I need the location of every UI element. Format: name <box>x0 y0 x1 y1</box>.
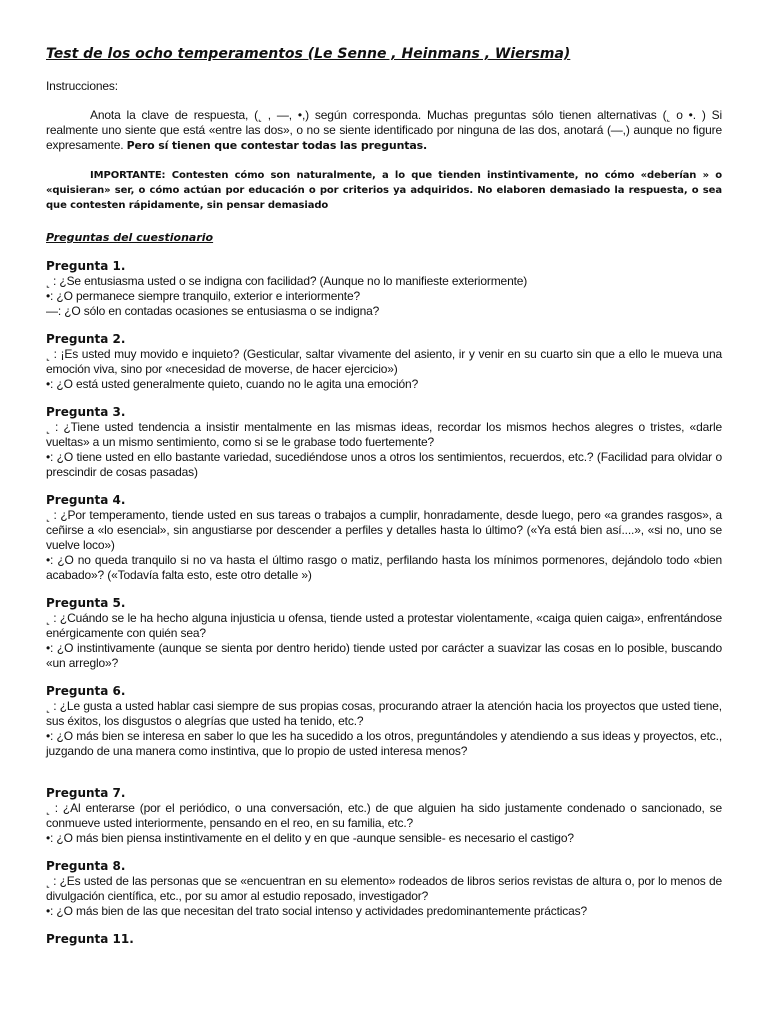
question-block <box>46 684 722 759</box>
question-option: •: ¿O no queda tranquilo si no va hasta el último rasgo o matiz, perfilando hasta los mínimos pormenores, dejándolo todo «bien acabado»? («Todavía falta esto, este otro detalle ») <box>46 553 722 582</box>
question-block <box>46 405 722 480</box>
question-option: •: ¿O más bien de las que necesitan del trato social intenso y actividades predominantemente prácticas? <box>46 904 588 918</box>
question-option: •: ¿O instintivamente (aunque se sienta por dentro herido) tiende usted por carácter a suavizar las cosas en lo posible, buscando «un arreglo»? <box>46 641 722 670</box>
instructions-text <box>46 108 722 153</box>
question-block <box>46 596 722 671</box>
question-option: ˻ : ¿Al enterarse (por el periódico, o una conversación, etc.) de que alguien ha sido justamente condenado o sancionado, se conmueve usted interiormente, pensando en el reo, en su familia, etc.? <box>46 801 722 830</box>
question-title: Pregunta 1. <box>46 259 126 273</box>
question-option: ˻ : ¿Por temperamento, tiende usted en sus tareas o trabajos a cumplir, honradamente, desde luego, pero «a grandes rasgos», a ceñirse a «lo esencial», sin angustiarse por descender a perfiles y detalles hasta lo último? («Ya está bien así....», «si no, uno se vuelve loco») <box>46 508 722 552</box>
questions-list <box>46 259 722 947</box>
instructions-text-b: Pero sí tienen que contestar todas las preguntas. <box>126 139 428 152</box>
question-block <box>46 493 722 583</box>
question-option: ˻ : ¿Es usted de las personas que se «encuentran en su elemento» rodeados de libros serios revistas de altura o, por lo menos de divulgación científica, etc., por su amor al estudio reposado, investigador? <box>46 874 722 903</box>
spacer <box>46 772 722 786</box>
question-block <box>46 259 722 319</box>
question-title: Pregunta 3. <box>46 405 126 419</box>
question-option: •: ¿O más bien piensa instintivamente en el delito y en que -aunque sensible- es necesario el castigo? <box>46 831 574 845</box>
page-title: Test de los ocho temperamentos (Le Senne , Heinmans , Wiersma) <box>46 46 571 62</box>
question-block <box>46 932 722 947</box>
instructions-text-a: Anota la clave de respuesta, (˻ , —, •,) según corresponda. Muchas preguntas sólo tienen alternativas (˻ o •. ) Si realmente uno siente que está «entre las dos», o no se siente identificado por ninguna de las dos, anotará (—,) aunque no figure expresamente. <box>46 108 722 152</box>
question-option: •: ¿O está usted generalmente quieto, cuando no le agita una emoción? <box>46 377 419 391</box>
question-title: Pregunta 11. <box>46 932 134 946</box>
question-title: Pregunta 5. <box>46 596 126 610</box>
question-option: ˻ : ¿Tiene usted tendencia a insistir mentalmente en las mismas ideas, recordar los mismos hechos alegres o tristes, «darle vueltas» a un mismo sentimiento, como si se le grabase todo fuertemente? <box>46 420 722 449</box>
instructions-label: Instrucciones: <box>46 79 118 93</box>
question-block <box>46 332 722 392</box>
question-title: Pregunta 4. <box>46 493 126 507</box>
question-option: ˻ : ¡Es usted muy movido e inquieto? (Gesticular, saltar vivamente del asiento, ir y venir en su cuarto sin que a ello le mueva una emoción viva, sino por «necesidad de moverse, de hacer ejercicio») <box>46 347 722 376</box>
question-option: •: ¿O tiene usted en ello bastante variedad, sucediéndose unos a otros los sentimientos, recuerdos, etc.? (Facilidad para olvidar o prescindir de cosas pasadas) <box>46 450 722 479</box>
question-title: Pregunta 2. <box>46 332 126 346</box>
question-title: Pregunta 6. <box>46 684 126 698</box>
question-option: —: ¿O sólo en contadas ocasiones se entusiasma o se indigna? <box>46 304 380 318</box>
question-option: ˻ : ¿Le gusta a usted hablar casi siempre de sus propias cosas, procurando atraer la atención hacia los proyectos que usted tiene, sus éxitos, los disgustos o alegrías que usted ha tenido, etc.? <box>46 699 722 728</box>
question-option: ˻ : ¿Cuándo se le ha hecho alguna injusticia u ofensa, tiende usted a protestar violentamente, «caiga quien caiga», enfrentándose enérgicamente con quién sea? <box>46 611 722 640</box>
question-block <box>46 859 722 919</box>
question-option: •: ¿O más bien se interesa en saber lo que les ha sucedido a los otros, preguntándoles y atendiendo a sus ideas y proyectos, etc., juzgando de una manera como instintiva, que lo propio de usted interesa menos? <box>46 729 722 758</box>
question-title: Pregunta 7. <box>46 786 126 800</box>
question-block <box>46 786 722 846</box>
question-title: Pregunta 8. <box>46 859 126 873</box>
section-title: Preguntas del cuestionario <box>46 231 214 244</box>
question-option: ˻ : ¿Se entusiasma usted o se indigna con facilidad? (Aunque no lo manifieste exteriormente) <box>46 274 528 288</box>
question-option: •: ¿O permanece siempre tranquilo, exterior e interiormente? <box>46 289 361 303</box>
important-note: IMPORTANTE: Contesten cómo son naturalmente, a lo que tienden instintivamente, no cómo «deberían » o «quisieran» ser, o cómo actúan por educación o por criterios ya adquiridos. No elaboren demasiado la respuesta, o sea que contesten rápidamente, sin pensar demasiado <box>46 170 722 211</box>
